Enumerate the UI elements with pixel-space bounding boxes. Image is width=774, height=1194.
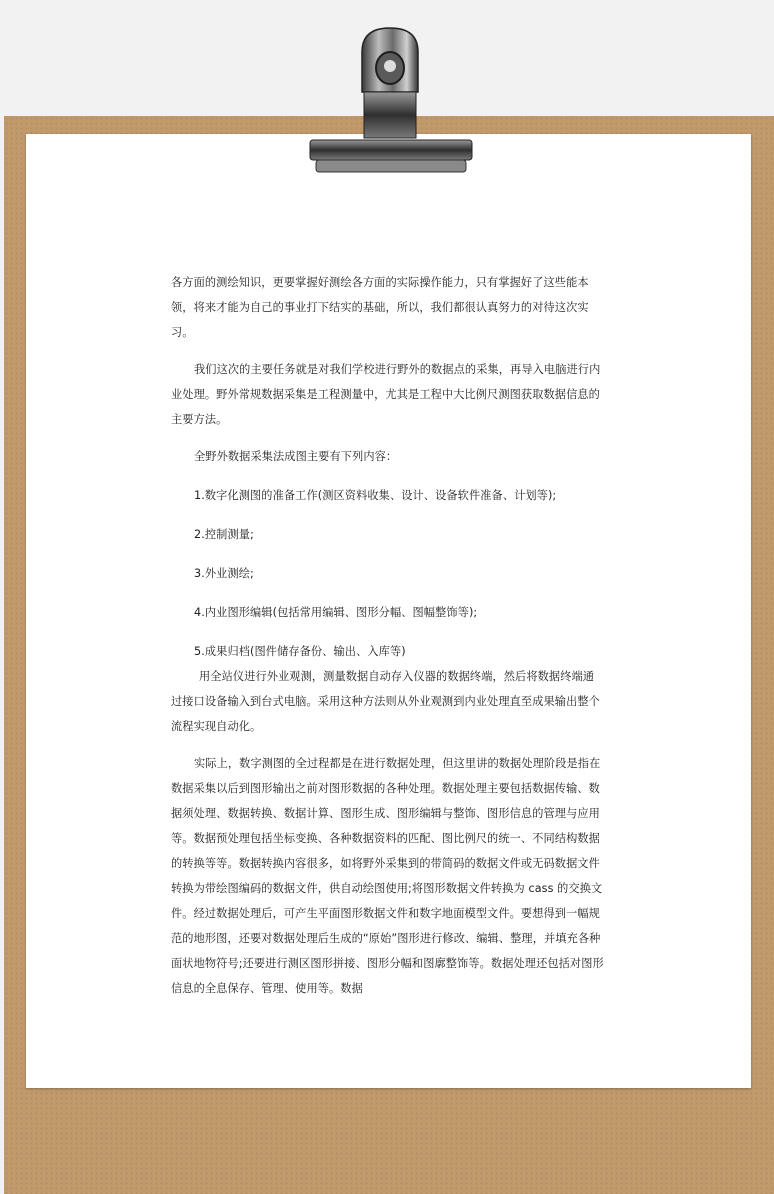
list-item: 5.成果归档(图件储存备份、输出、入库等) xyxy=(194,645,406,658)
paragraph: 实际上，数字测图的全过程都是在进行数据处理，但这里讲的数据处理阶段是指在数据采集以后到图形输出之前对图形数据的各种处理。数据处理主要包括数据传输、数据须处理、数据转换、数据计算、图形生成、图形编辑与整饰、图形信息的管理与应用等。数据预处理包括坐标变换、各种数据资料的匹配、图比例尺的统一、不同结构数据的转换等等。数据转换内容很多，如将野外采集到的带简码的数据文件或无码数据文件转换为带绘图编码的数据文件，供自动绘图使用;将图形数据文件转换为 cass 的交换文件。经过数据处理后，可产生平面图形数据文件和数字地面模型文件。要想得到一幅规范的地形图，还要对数据处理后生成的“原始”图形进行修改、编辑、整理，并填充各种面状地物符号;还要进行测区图形拼接、图形分幅和图廓整饰等。数据处理还包括对图形信息的全息保存、管理、使用等。数据 xyxy=(171,757,604,995)
list-item: 2.控制测量; xyxy=(194,528,254,541)
paragraph: 各方面的测绘知识，更要掌握好测绘各方面的实际操作能力，只有掌握好了这些能本领，将来才能为自己的事业打下结实的基础，所以，我们都很认真努力的对待这次实习。 xyxy=(171,276,589,339)
paragraph: 我们这次的主要任务就是对我们学校进行野外的数据点的采集，再导入电脑进行内业处理。野外常规数据采集是工程测量中，尤其是工程中大比例尺测图获取数据信息的主要方法。 xyxy=(171,363,601,426)
paragraph: 全野外数据采集法成图主要有下列内容： xyxy=(194,450,398,463)
document-body xyxy=(171,270,605,1001)
list-item: 1.数字化测图的准备工作(测区资料收集、设计、设备软件准备、计划等); xyxy=(194,489,557,502)
paragraph: 用全站仪进行外业观测，测量数据自动存入仪器的数据终端，然后将数据终端通过接口设备输入到台式电脑。采用这种方法则从外业观测到内业处理直至成果输出整个流程实现自动化。 xyxy=(171,670,600,733)
list-item: 4.内业图形编辑(包括常用编辑、图形分幅、图幅整饰等); xyxy=(194,606,478,619)
binder-clip-icon xyxy=(300,22,480,182)
list-item: 3.外业测绘; xyxy=(194,567,254,580)
